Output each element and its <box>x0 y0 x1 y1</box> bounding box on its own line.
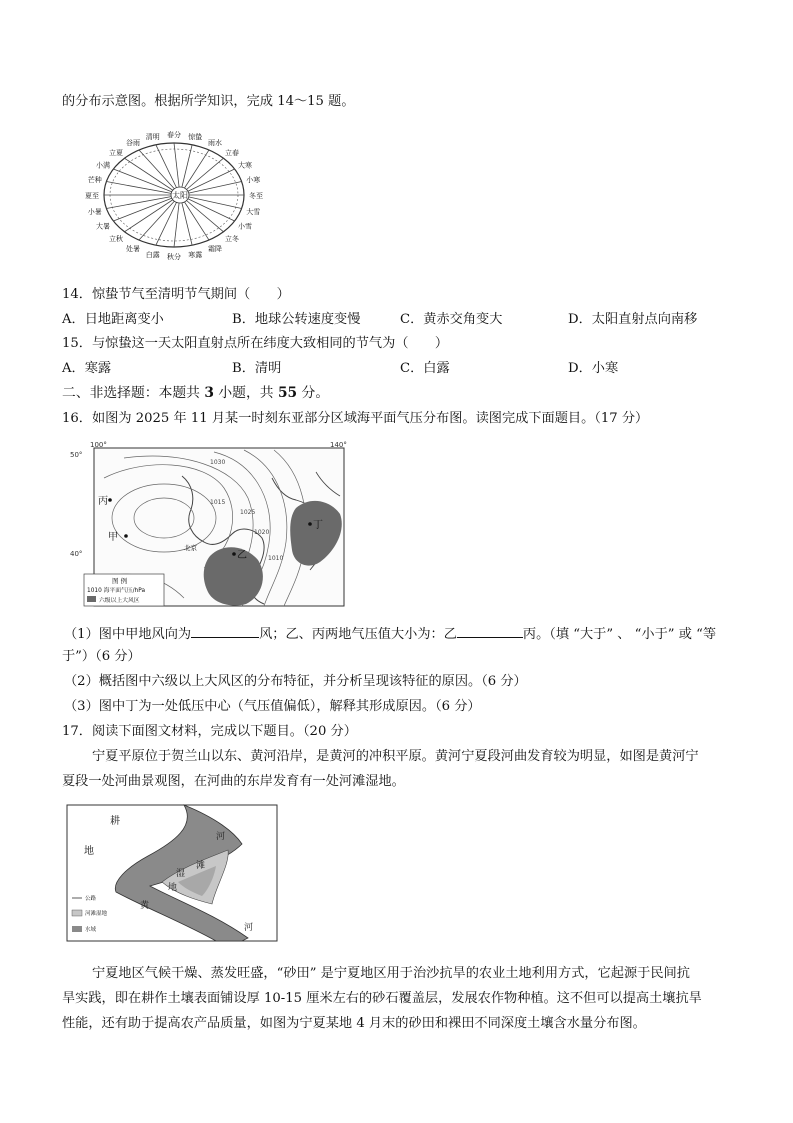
section-2-part1: 二、非选择题：本题共 <box>62 385 205 401</box>
section-2-part2: 小题，共 <box>213 385 278 401</box>
pressure-map-figure <box>64 438 350 610</box>
blank-wind-direction[interactable] <box>191 625 259 638</box>
term-label: 处暑 <box>126 244 140 253</box>
term-spoke <box>106 195 180 208</box>
pressure-map <box>64 438 350 610</box>
place-bing: 丙 <box>98 496 108 507</box>
isobar-label-1015: 1015 <box>210 499 226 506</box>
label-he: 河 <box>216 832 226 842</box>
q17-stem: 17．阅读下面图文材料，完成以下题目。（20 分） <box>62 724 357 739</box>
q16-sub1-c: 丙。（填 “大于” 、 “小于” 或 “等 <box>522 627 717 642</box>
section-2-score: 55 <box>277 385 298 401</box>
q16-stem: 16．如图为 2025 年 11 月某一时刻东亚部分区域海平面气压分布图。读图完成下面题目。（17 分） <box>62 411 649 426</box>
term-label: 惊蛰 <box>188 133 203 142</box>
q17-para2-line1: 宁夏地区气候干燥、蒸发旺盛，“砂田” 是宁夏地区用于治沙抗旱的农业土地利用方式，它起源于民间抗 <box>92 966 690 981</box>
q17-para2-line2: 旱实践，即在耕作土壤表面铺设厚 10-15 厘米左右的砂石覆盖层，发展农作物种植。这不但可以提高土壤抗旱 <box>62 991 702 1006</box>
q16-sub1-d: 于”）（6 分） <box>62 649 141 664</box>
q14-option-b: B．地球公转速度变慢 <box>232 312 361 327</box>
label-shi: 湿 <box>176 869 186 879</box>
q15-option-d: D．小寒 <box>568 361 619 376</box>
q15-option-c: C．白露 <box>400 361 450 376</box>
place-beijing: 北京 <box>184 544 197 552</box>
q15-option-a: A．寒露 <box>62 361 112 376</box>
q15-option-b: B．清明 <box>232 361 282 376</box>
term-spoke <box>180 182 242 195</box>
section-2-heading <box>62 387 329 401</box>
term-label: 小满 <box>95 161 110 170</box>
place-yi: 乙 <box>237 550 247 561</box>
section-2-num: 3 <box>204 385 214 401</box>
term-label: 大暑 <box>95 222 110 231</box>
sun-label: 太阳 <box>172 191 188 200</box>
section-2-part3: 分。 <box>297 385 330 401</box>
term-label: 夏至 <box>85 192 99 200</box>
q16-sub1-line1 <box>64 625 716 641</box>
lon-label-100: 100° <box>90 441 107 449</box>
label-he2: 河 <box>244 923 254 933</box>
q14-option-d: D．太阳直射点向南移 <box>568 312 698 327</box>
q15-stem: 15．与惊蛰这一天太阳直射点所在纬度大致相同的节气为（ ） <box>62 336 449 351</box>
q14-option-a: A．日地距离变小 <box>62 312 164 327</box>
lat-label-50: 50° <box>70 451 83 459</box>
term-label: 小雪 <box>238 222 253 231</box>
legend-water: 水域 <box>85 927 97 933</box>
q14-stem: 14．惊蛰节气至清明节气期间（ ） <box>62 287 290 302</box>
place-jia: 甲 <box>108 532 118 543</box>
term-label: 谷雨 <box>126 139 140 148</box>
q17-para1-line1: 宁夏平原位于贺兰山以东、黄河沿岸，是黄河的冲积平原。黄河宁夏段河曲发育较为明显，如图是黄河宁 <box>92 749 699 764</box>
term-spoke <box>106 182 180 195</box>
solar-terms-diagram <box>62 122 284 272</box>
isobar-label-1030: 1030 <box>210 459 226 466</box>
label-huang: 黄 <box>140 901 150 911</box>
label-di: 地 <box>84 846 94 857</box>
term-label: 芒种 <box>87 176 102 185</box>
lat-label-40: 40° <box>70 550 83 558</box>
q17-para2-line3: 性能，还有助于提高农产品质量，如图为宁夏某地 4 月末的砂田和裸田不同深度土壤含水量分布图。 <box>62 1016 646 1031</box>
legend-title: 图 例 <box>112 577 128 585</box>
term-spoke <box>180 195 242 208</box>
river-meander-map <box>66 804 278 942</box>
term-label: 小暑 <box>87 207 102 216</box>
river-meander-figure <box>66 804 278 942</box>
q16-sub2: （2）概括图中六级以上大风区的分布特征，并分析呈现该特征的原因。（6 分） <box>64 674 527 689</box>
lon-label-140: 140° <box>330 441 347 449</box>
term-label: 立秋 <box>109 235 124 244</box>
q16-sub1-b: 风；乙、丙两地气压值大小为：乙 <box>259 627 457 642</box>
place-ding: 丁 <box>313 520 323 531</box>
legend-road: 公路 <box>85 896 97 902</box>
term-label: 立冬 <box>224 235 239 244</box>
isobar-label-1025: 1025 <box>240 509 256 516</box>
legend-gale: 六级以上大风区 <box>99 598 140 604</box>
isobar-label-1020: 1020 <box>254 529 270 536</box>
term-label: 大雪 <box>246 207 261 216</box>
label-di2: 地 <box>168 883 178 893</box>
term-label: 雨水 <box>208 139 222 148</box>
term-label: 秋分 <box>167 253 181 261</box>
term-label: 白露 <box>145 250 160 259</box>
gale-area-1 <box>204 547 263 605</box>
term-label: 清明 <box>145 133 160 142</box>
term-label: 冬至 <box>249 192 263 200</box>
q16-sub3: （3）图中丁为一处低压中心（气压值偏低），解释其形成原因。（6 分） <box>64 699 481 714</box>
term-label: 立春 <box>224 148 239 157</box>
term-label: 霜降 <box>208 244 222 253</box>
q16-sub1-a: （1）图中甲地风向为 <box>64 627 192 642</box>
label-tan: 滩 <box>196 861 206 871</box>
term-label: 小寒 <box>246 176 261 185</box>
label-geng: 耕 <box>110 816 120 827</box>
blank-pressure-compare[interactable] <box>457 625 523 638</box>
legend-isobar: 1010 海平面气压/hPa <box>87 588 145 594</box>
isobar-label-1010: 1010 <box>268 555 284 562</box>
term-label: 寒露 <box>188 250 203 259</box>
term-label: 春分 <box>167 131 181 139</box>
legend-wetland: 河滩湿地 <box>85 911 108 917</box>
solar-terms-figure <box>62 122 284 272</box>
q14-option-c: C．黄赤交角变大 <box>400 312 503 327</box>
term-label: 大寒 <box>238 161 253 170</box>
q17-para1-line2: 夏段一处河曲景观图，在河曲的东岸发育有一处河滩湿地。 <box>62 774 405 789</box>
intro-text: 的分布示意图。根据所学知识，完成 14～15 题。 <box>62 94 355 109</box>
term-label: 立夏 <box>109 148 124 157</box>
